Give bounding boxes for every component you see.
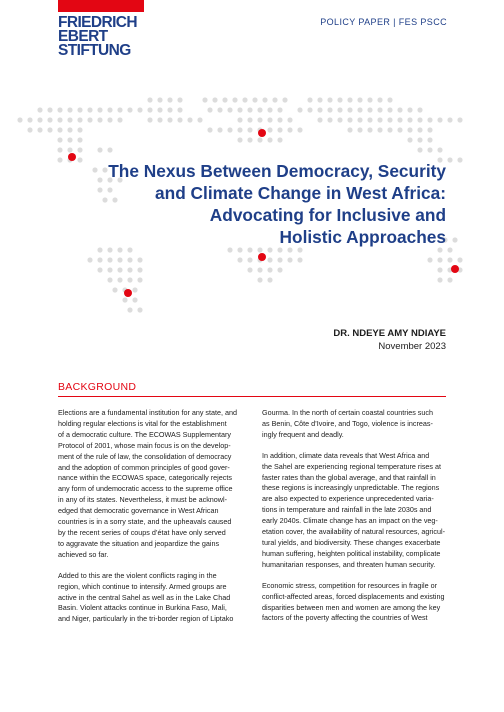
map-dot (277, 247, 282, 252)
heading-rule (58, 396, 446, 397)
map-dot (97, 147, 102, 152)
map-dot (427, 257, 432, 262)
map-dot (407, 137, 412, 142)
text-line: Added to this are the violent conflicts raging in the (58, 570, 217, 580)
map-dot (277, 107, 282, 112)
map-dot (417, 137, 422, 142)
map-dot (247, 137, 252, 142)
map-dot (227, 127, 232, 132)
text-line: active in the central Sahel as well as in the Lake Chad (58, 592, 231, 602)
text-line: human suffering, heighten political instability, complicate (262, 548, 441, 558)
text-line: Protocol of 2001, whose main focus is on the develop- (58, 440, 231, 450)
author-name: DR. NDEYE AMY NDIAYE (333, 328, 446, 339)
map-dot (277, 257, 282, 262)
publication-date: November 2023 (378, 341, 446, 352)
map-dot (387, 97, 392, 102)
map-dot (177, 107, 182, 112)
text-line: in any of its states. Nevertheless, it must be acknowl- (58, 495, 227, 505)
map-dot (107, 257, 112, 262)
map-dot (237, 127, 242, 132)
map-dot (307, 107, 312, 112)
map-dot (157, 107, 162, 112)
map-dot (212, 97, 217, 102)
map-dot (147, 97, 152, 102)
map-dot (137, 267, 142, 272)
map-dot (77, 117, 82, 122)
map-dot (157, 97, 162, 102)
map-dot-highlight (258, 129, 266, 137)
map-dot (367, 107, 372, 112)
map-dot (77, 137, 82, 142)
map-dot (297, 107, 302, 112)
map-dot (437, 277, 442, 282)
map-dot (47, 107, 52, 112)
map-dot (167, 97, 172, 102)
map-dot (57, 157, 62, 162)
map-dot (67, 127, 72, 132)
map-dot (117, 267, 122, 272)
map-dot (97, 117, 102, 122)
map-dot (237, 117, 242, 122)
map-dot (252, 97, 257, 102)
text-line: ingly frequent and deadly. (262, 429, 344, 439)
map-dot (437, 147, 442, 152)
map-dot (117, 257, 122, 262)
title-line: Holistic Approaches (279, 227, 446, 247)
text-line: and Niger, particularly in the tri-border region of Liptako (58, 614, 234, 624)
text-line: Basin. Violent attacks continue in Burkina Faso, Mali, (58, 603, 227, 613)
map-dot (57, 127, 62, 132)
map-dot (417, 117, 422, 122)
map-dot (47, 127, 52, 132)
map-dot (77, 127, 82, 132)
map-dot (37, 127, 42, 132)
left-column (58, 408, 248, 635)
map-dot (347, 97, 352, 102)
map-dot (387, 117, 392, 122)
map-dot-highlight (258, 253, 266, 261)
map-dot (287, 117, 292, 122)
map-dot (247, 257, 252, 262)
map-dot (132, 287, 137, 292)
map-dot (87, 107, 92, 112)
map-dot (117, 117, 122, 122)
map-dot (407, 117, 412, 122)
map-dot (317, 97, 322, 102)
paragraph (262, 581, 452, 625)
text-line: Elections are a fundamental institution for any state, and (58, 408, 237, 417)
paragraph (262, 408, 452, 441)
map-dot (277, 137, 282, 142)
map-dot (97, 267, 102, 272)
text-line: nance within the ECOWAS space, categorically rejects (58, 473, 232, 483)
map-dot (127, 277, 132, 282)
map-dot (147, 107, 152, 112)
text-line: early 2040s. Climate change has an impact on the veg- (262, 516, 438, 526)
map-dot (122, 297, 127, 302)
map-dot (87, 117, 92, 122)
map-dot (137, 307, 142, 312)
map-dot (437, 117, 442, 122)
map-dot (67, 147, 72, 152)
map-dot (97, 107, 102, 112)
map-dot (67, 137, 72, 142)
map-dot (227, 107, 232, 112)
map-dot (397, 127, 402, 132)
text-line: to aggravate the situation and jeopardize the gains (58, 538, 220, 548)
text-line: are also expected to experience unprecedented varia- (262, 494, 434, 504)
map-dot (417, 127, 422, 132)
map-dot (377, 117, 382, 122)
map-dot (107, 107, 112, 112)
map-dot (257, 267, 262, 272)
text-line: achieved so far. (58, 549, 109, 559)
map-dot (357, 107, 362, 112)
text-line: conflict-affected areas, forced displacements and existing (262, 591, 445, 601)
map-dot (132, 297, 137, 302)
map-dot (347, 127, 352, 132)
text-line: etation cover, the availability of natural resources, agricul- (262, 527, 445, 537)
map-dot (387, 127, 392, 132)
text-line: factors of the poverty affecting the countries of West (262, 613, 428, 623)
map-dot (37, 107, 42, 112)
map-dot (287, 247, 292, 252)
map-dot (257, 137, 262, 142)
map-dot (97, 247, 102, 252)
map-dot (267, 107, 272, 112)
map-dot (107, 247, 112, 252)
text-line: humanitarian responses, and threaten human security. (262, 559, 436, 569)
text-line: tions in temperature and rainfall in the late 2030s and (262, 505, 432, 515)
map-dot (37, 117, 42, 122)
map-dot (107, 277, 112, 282)
map-dot (177, 117, 182, 122)
map-dot (257, 107, 262, 112)
map-dot (417, 147, 422, 152)
map-dot (267, 257, 272, 262)
map-dot (287, 257, 292, 262)
map-dot (237, 137, 242, 142)
text-line: Gourma. In the north of certain coastal countries such (262, 408, 433, 417)
map-dot (377, 97, 382, 102)
text-line: any form of undemocratic access to the supreme office (58, 484, 233, 494)
map-dot (257, 277, 262, 282)
map-dot (347, 107, 352, 112)
map-dot (457, 117, 462, 122)
title-line: and Climate Change in West Africa: (155, 183, 446, 203)
map-dot (317, 107, 322, 112)
map-dot (267, 117, 272, 122)
map-dot (167, 107, 172, 112)
map-dot (317, 117, 322, 122)
map-dot (297, 257, 302, 262)
map-dot (247, 127, 252, 132)
map-dot (407, 127, 412, 132)
map-dot-highlight (451, 265, 459, 273)
map-dot (27, 127, 32, 132)
map-dot (117, 247, 122, 252)
author-block (333, 327, 446, 353)
map-dot (207, 107, 212, 112)
map-dot-highlight (124, 289, 132, 297)
map-dot (217, 107, 222, 112)
map-dot (127, 257, 132, 262)
map-dot (147, 117, 152, 122)
map-dot (232, 97, 237, 102)
map-dot (127, 107, 132, 112)
map-dot (357, 127, 362, 132)
map-dot (137, 257, 142, 262)
series-label: POLICY PAPER | FES PSCC (320, 17, 447, 27)
map-dot (447, 117, 452, 122)
map-dot (437, 247, 442, 252)
document-title (66, 160, 446, 248)
map-dot (377, 127, 382, 132)
map-dot (222, 97, 227, 102)
map-dot (127, 247, 132, 252)
map-dot (197, 117, 202, 122)
map-dot (257, 247, 262, 252)
map-dot (57, 147, 62, 152)
map-dot (117, 277, 122, 282)
map-dot (107, 117, 112, 122)
map-dot (427, 117, 432, 122)
text-line: as Benin, Côte d’Ivoire, and Togo, violence is increas- (262, 418, 433, 428)
map-dot (57, 137, 62, 142)
map-dot (337, 107, 342, 112)
map-dot (357, 117, 362, 122)
map-dot (457, 157, 462, 162)
paragraph (58, 408, 248, 561)
map-dot (367, 97, 372, 102)
map-dot (267, 137, 272, 142)
map-dot (337, 117, 342, 122)
map-dot (207, 127, 212, 132)
map-dot (327, 97, 332, 102)
map-dot (107, 267, 112, 272)
map-dot (217, 127, 222, 132)
title-line: Advocating for Inclusive and (209, 205, 446, 225)
text-line: the Sahel are experiencing regional temperature rises at (262, 461, 441, 471)
map-dot (27, 117, 32, 122)
map-dot (447, 257, 452, 262)
logo-line: FRIEDRICH (58, 14, 137, 31)
map-dot (367, 117, 372, 122)
map-dot (277, 267, 282, 272)
map-dot (337, 97, 342, 102)
map-dot (237, 247, 242, 252)
map-dot (127, 267, 132, 272)
paragraph (262, 451, 452, 571)
text-line: countries is in a sorry state, and the upheavals caused (58, 517, 232, 527)
text-line: edged that democratic governance in West African (58, 506, 219, 516)
text-line: region, which continue to intensify. Armed groups are (58, 581, 227, 591)
map-dot (427, 137, 432, 142)
map-dot (447, 247, 452, 252)
title-line: The Nexus Between Democracy, Security (108, 161, 446, 181)
map-dot (327, 117, 332, 122)
map-dot (247, 107, 252, 112)
map-dot (177, 97, 182, 102)
map-dot (57, 117, 62, 122)
map-dot (167, 117, 172, 122)
map-dot (287, 127, 292, 132)
map-dot (447, 157, 452, 162)
map-dot (237, 107, 242, 112)
text-line: these regions is increasingly unpredictable. The regions (262, 483, 440, 493)
map-dot (457, 257, 462, 262)
map-dot (417, 107, 422, 112)
text-line: holding regular elections is vital for the establishment (58, 418, 227, 428)
map-dot (387, 107, 392, 112)
map-dot (262, 97, 267, 102)
map-dot (297, 247, 302, 252)
map-dot (427, 147, 432, 152)
map-dot (57, 107, 62, 112)
map-dot (437, 257, 442, 262)
map-dot (107, 147, 112, 152)
text-line: and the adoption of common principles of good gover- (58, 462, 230, 472)
text-line: tural yields, and biodiversity. These changes exacerbate (262, 537, 441, 547)
map-dot (277, 117, 282, 122)
map-dot (137, 107, 142, 112)
text-line: by the recent series of coups d’état have only served (58, 527, 226, 537)
text-line: faster rates than the global average, and that rainfall in (262, 472, 436, 482)
map-dot (112, 287, 117, 292)
map-dot (367, 127, 372, 132)
text-line: Economic stress, competition for resources in fragile or (262, 580, 437, 590)
map-dot (247, 247, 252, 252)
map-dot (117, 107, 122, 112)
map-dot (282, 97, 287, 102)
map-dot (247, 117, 252, 122)
map-dot (267, 267, 272, 272)
map-dot (272, 97, 277, 102)
map-dot (452, 237, 457, 242)
map-dot (157, 117, 162, 122)
map-dot (297, 127, 302, 132)
map-dot (427, 127, 432, 132)
map-dot (237, 257, 242, 262)
map-dot (447, 277, 452, 282)
map-dot (67, 117, 72, 122)
text-line: disparities between men and women are among the key (262, 602, 441, 612)
right-column (262, 408, 452, 634)
map-dot (407, 107, 412, 112)
map-dot (357, 97, 362, 102)
map-dot (257, 117, 262, 122)
map-dot (77, 147, 82, 152)
text-line: ment of the rule of law, the consolidation of democracy (58, 451, 232, 461)
text-line: In addition, climate data reveals that West Africa and (262, 450, 430, 460)
map-dot (277, 127, 282, 132)
map-dot (247, 267, 252, 272)
section-heading: BACKGROUND (58, 381, 137, 393)
map-dot (267, 127, 272, 132)
map-dot (67, 107, 72, 112)
map-dot (307, 97, 312, 102)
map-dot (137, 277, 142, 282)
map-dot (267, 277, 272, 282)
text-line: of a democratic culture. The ECOWAS Supplementary (58, 429, 231, 439)
map-dot (327, 107, 332, 112)
map-dot (347, 117, 352, 122)
map-dot (77, 107, 82, 112)
map-dot (187, 117, 192, 122)
map-dot (377, 107, 382, 112)
map-dot (87, 257, 92, 262)
map-dot (242, 97, 247, 102)
map-dot (127, 307, 132, 312)
map-dot (47, 117, 52, 122)
map-dot (267, 247, 272, 252)
map-dot (227, 247, 232, 252)
map-dot (202, 97, 207, 102)
map-dot (97, 257, 102, 262)
logo-line: EBERT (58, 28, 108, 45)
map-dot (17, 117, 22, 122)
map-dot (397, 107, 402, 112)
map-dot (437, 267, 442, 272)
logo-line: STIFTUNG (58, 42, 131, 59)
map-dot (397, 117, 402, 122)
paragraph (58, 571, 248, 626)
